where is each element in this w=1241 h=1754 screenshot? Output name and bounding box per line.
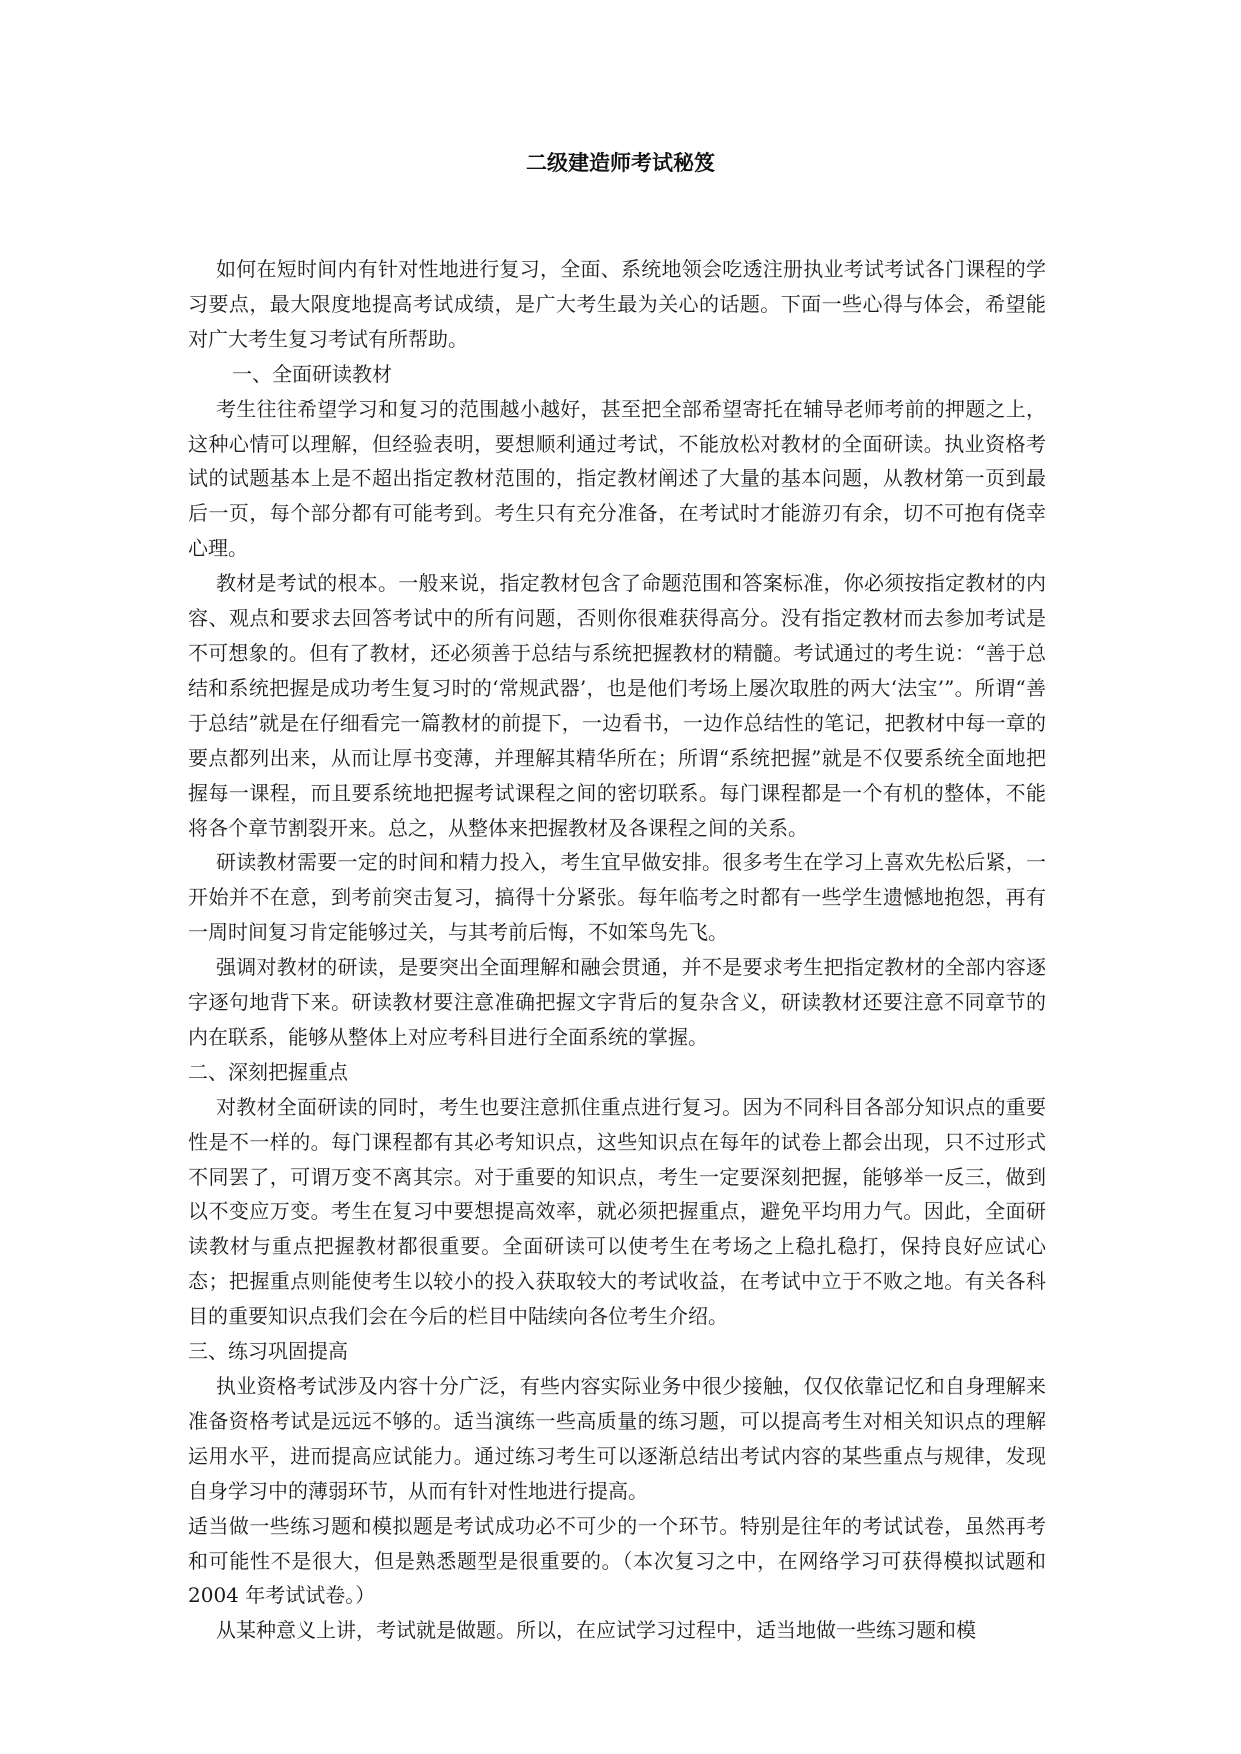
intro-paragraph: 如何在短时间内有针对性地进行复习，全面、系统地领会吃透注册执业考试考试各门课程的学习要点，最大限度地提高考试成绩，是广大考生最为关心的话题。下面一些心得与体会，希望能对广大考生复习考试有所帮助。 [188,257,1046,351]
body-paragraph: 执业资格考试涉及内容十分广泛，有些内容实际业务中很少接触，仅仅依靠记忆和自身理解来准备资格考试是远远不够的。适当演练一些高质量的练习题，可以提高考生对相关知识点的理解运用水平，进而提高应试能力。通过练习考生可以逐渐总结出考试内容的某些重点与规律，发现自身学习中的薄弱环节，从而有针对性地进行提高。 [188,1374,1046,1503]
document-title: 二级建造师考试秘笈 [526,150,715,175]
body-paragraph: 对教材全面研读的同时，考生也要注意抓住重点进行复习。因为不同科目各部分知识点的重要性是不一样的。每门课程都有其必考知识点，这些知识点在每年的试卷上都会出现，只不过形式不同罢了，可谓万变不离其宗。对于重要的知识点，考生一定要深刻把握，能够举一反三，做到以不变应万变。考生在复习中要想提高效率，就必须把握重点，避免平均用力气。因此，全面研读教材与重点把握教材都很重要。全面研读可以使考生在考场之上稳扎稳打，保持良好应试心态；把握重点则能使考生以较小的投入获取较大的考试收益，在考试中立于不败之地。有关各科目的重要知识点我们会在今后的栏目中陆续向各位考生介绍。 [188,1094,1046,1329]
body-paragraph: 强调对教材的研读，是要突出全面理解和融会贯通，并不是要求考生把指定教材的全部内容逐字逐句地背下来。研读教材要注意准确把握文字背后的复杂含义，研读教材还要注意不同章节的内在联系，能够从整体上对应考科目进行全面系统的掌握。 [188,955,1046,1049]
body-paragraph: 教材是考试的根本。一般来说，指定教材包含了命题范围和答案标准，你必须按指定教材的内容、观点和要求去回答考试中的所有问题，否则你很难获得高分。没有指定教材而去参加考试是不可想象的。但有了教材，还必须善于总结与系统把握教材的精髓。考试通过的考生说：“善于总结和系统把握是成功考生复习时的‘常规武器’，也是他们考场上屡次取胜的两大‘法宝’”。所谓“善于总结”就是在仔细看完一篇教材的前提下，一边看书，一边作总结性的笔记，把教材中每一章的要点都列出来，从而让厚书变薄，并理解其精华所在；所谓“系统把握”就是不仅要系统全面地把握每一课程，而且要系统地把握考试课程之间的密切联系。每门课程都是一个有机的整体，不能将各个章节割裂开来。总之，从整体来把握教材及各课程之间的关系。 [188,571,1046,840]
body-paragraph: 研读教材需要一定的时间和精力投入，考生宜早做安排。很多考生在学习上喜欢先松后紧，一开始并不在意，到考前突击复习，搞得十分紧张。每年临考之时都有一些学生遗憾地抱怨，再有一周时间复习肯定能够过关，与其考前后悔，不如笨鸟先飞。 [188,850,1046,945]
body-paragraph: 考生往往希望学习和复习的范围越小越好，甚至把全部希望寄托在辅导老师考前的押题之上，这种心情可以理解，但经验表明，要想顺利通过考试，不能放松对教材的全面研读。执业资格考试的试题基本上是不超出指定教材范围的，指定教材阐述了大量的基本问题，从教材第一页到最后一页，每个部分都有可能考到。考生只有充分准备，在考试时才能游刃有余，切不可抱有侥幸心理。 [188,396,1046,561]
body-paragraph: 适当做一些练习题和模拟题是考试成功必不可少的一个环节。特别是往年的考试试卷，虽然再考和可能性不是很大，但是熟悉题型是很重要的。（本次复习之中，在网络学习可获得模拟试题和 2004 年考试试卷。） [188,1513,1046,1608]
body-paragraph: 从某种意义上讲，考试就是做题。所以，在应试学习过程中，适当地做一些练习题和模 [216,1618,976,1643]
document-body [188,252,1046,1648]
section-heading-3: 三、练习巩固提高 [188,1339,348,1364]
section-heading-1: 一、全面研读教材 [232,361,392,386]
section-heading-2: 二、深刻把握重点 [188,1059,348,1084]
